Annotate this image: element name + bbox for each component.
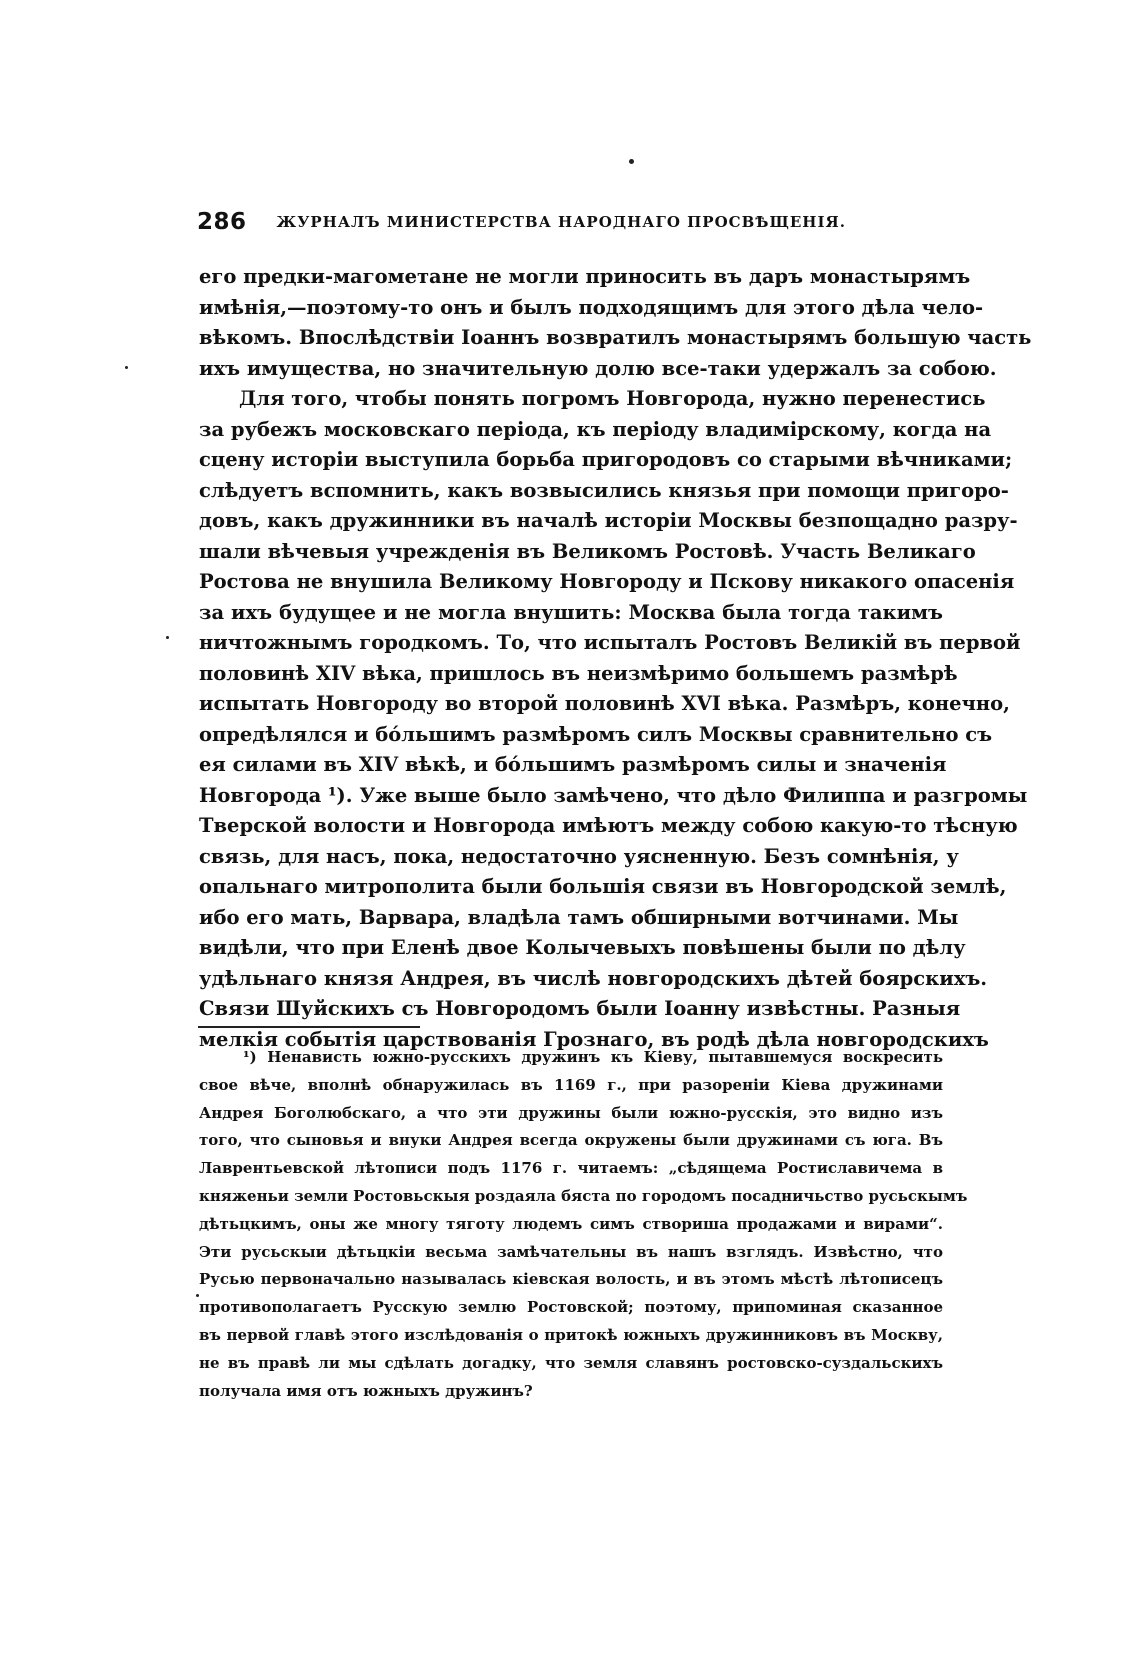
text-line: мелкія событія царствованія Грознаго, въ родѣ дѣла новгородскихъ	[199, 1027, 989, 1051]
text-line: испытать Новгороду во второй половинѣ XVI вѣка. Размѣръ, конечно,	[199, 692, 1010, 715]
footnote-line: дѣтьцкимъ, оны же многу тяготу людемъ симъ створиша продажами и вирами“.	[199, 1214, 943, 1233]
footnote-line: того, что сыновья и внуки Андрея всегда окружены были дружинами съ юга. Въ	[199, 1131, 943, 1150]
text-line: половинѣ XIV вѣка, пришлось въ неизмѣримо большемъ размѣрѣ	[199, 661, 958, 685]
text-line: Для того, чтобы понять погромъ Новгорода, нужно перенестись	[239, 387, 986, 410]
print-speck	[125, 366, 128, 369]
footnote-line: княженьи земли Ростовьскыя роздаяла бяста по городомъ посадничьство русьскымъ	[199, 1186, 968, 1205]
page-header	[197, 207, 957, 237]
text-line: довъ, какъ дружинники въ началѣ исторіи Москвы безпощадно разру-	[199, 509, 1018, 532]
text-line: связь, для насъ, пока, недостаточно уясненную. Безъ сомнѣнія, у	[199, 844, 959, 868]
footnote-line: ¹) Ненависть южно-русскихъ дружинъ къ Кіеву, пытавшемуся воскресить	[243, 1048, 943, 1066]
text-line: за рубежъ московскаго періода, къ періоду владимірскому, когда на	[199, 417, 992, 441]
footnote-line: Андрея Боголюбскаго, а что эти дружины были южно-русскія, это видно изъ	[199, 1103, 943, 1122]
running-title: ЖУРНАЛЪ МИНИСТЕРСТВА НАРОДНАГО ПРОСВѢЩЕНІЯ.	[276, 213, 846, 231]
text-line: опальнаго митрополита были большія связи въ Новгородской землѣ,	[199, 875, 1007, 898]
text-line: опредѣлялся и бо́льшимъ размѣромъ силъ Москвы сравнительно съ	[199, 722, 993, 746]
text-line: за ихъ будущее и не могла внушить: Москва была тогда такимъ	[199, 600, 943, 624]
text-line: ничтожнымъ городкомъ. То, что испыталъ Ростовъ Великій въ первой	[199, 631, 1021, 654]
footnote-line: въ первой главѣ этого изслѣдованія о притокѣ южныхъ дружинниковъ въ Москву,	[199, 1325, 943, 1344]
footnote-line: Лаврентьевской лѣтописи подъ 1176 г. читаемъ: „сѣдящема Ростиславичема в	[199, 1159, 943, 1178]
main-text	[199, 262, 1032, 1055]
text-line: сцену исторіи выступила борьба пригородовъ со старыми вѣчниками;	[199, 448, 1013, 471]
text-line: шали вѣчевыя учрежденія въ Великомъ Ростовѣ. Участь Великаго	[199, 539, 976, 563]
footnote-line: не въ правѣ ли мы сдѣлать догадку, что земля славянъ ростовско-суздальскихъ	[199, 1353, 943, 1372]
text-line: Ростова не внушила Великому Новгороду и Пскову никакого опасенія	[199, 570, 1015, 593]
text-line: удѣльнаго князя Андрея, въ числѣ новгородскихъ дѣтей боярскихъ.	[199, 966, 988, 990]
text-line: вѣкомъ. Впослѣдствіи Іоаннъ возвратилъ монастырямъ большую часть	[199, 326, 1032, 349]
text-line: ибо его мать, Варвара, владѣла тамъ обширными вотчинами. Мы	[199, 905, 959, 929]
footnote-line: противополагаетъ Русскую землю Ростовской; поэтому, припоминая сказанное	[199, 1298, 943, 1317]
text-line: его предки-магометане не могли приносить въ даръ монастырямъ	[199, 265, 971, 288]
footnote-line: Эти русьскыи дѣтьцкіи весьма замѣчательны въ нашъ взглядъ. Извѣстно, что	[199, 1242, 943, 1261]
print-speck	[166, 636, 169, 639]
footnote	[199, 1044, 968, 1405]
print-speck	[629, 159, 634, 164]
text-line: видѣли, что при Еленѣ двое Колычевыхъ повѣшены были по дѣлу	[199, 936, 966, 959]
footnote-line: Русью первоначально называлась кіевская волость, и въ этомъ мѣстѣ лѣтописецъ	[199, 1270, 943, 1289]
text-line: Новгорода ¹). Уже выше было замѣчено, что дѣло Филиппа и разгромы	[199, 783, 1028, 807]
text-line: слѣдуетъ вспомнить, какъ возвысились князья при помощи пригоро-	[199, 478, 1009, 502]
text-line: Связи Шуйскихъ съ Новгородомъ были Іоанну извѣстны. Разныя	[199, 997, 961, 1020]
footnote-line: свое вѣче, вполнѣ обнаружилась въ 1169 г., при разореніи Кіева дружинами	[199, 1075, 943, 1094]
text-line: ея силами въ XIV вѣкѣ, и бо́льшимъ размѣромъ силы и значенія	[199, 753, 947, 776]
text-line: Тверской волости и Новгорода имѣютъ между собою какую-то тѣсную	[199, 814, 1018, 837]
text-line: имѣнія,—поэтому-то онъ и былъ подходящимъ для этого дѣла чело-	[199, 295, 984, 319]
text-line: ихъ имущества, но значительную долю все-таки удержалъ за собою.	[199, 356, 997, 380]
footnote-divider	[198, 1026, 420, 1028]
page-number: 286	[197, 209, 247, 235]
footnote-line: получала имя отъ южныхъ дружинъ?	[199, 1381, 533, 1400]
